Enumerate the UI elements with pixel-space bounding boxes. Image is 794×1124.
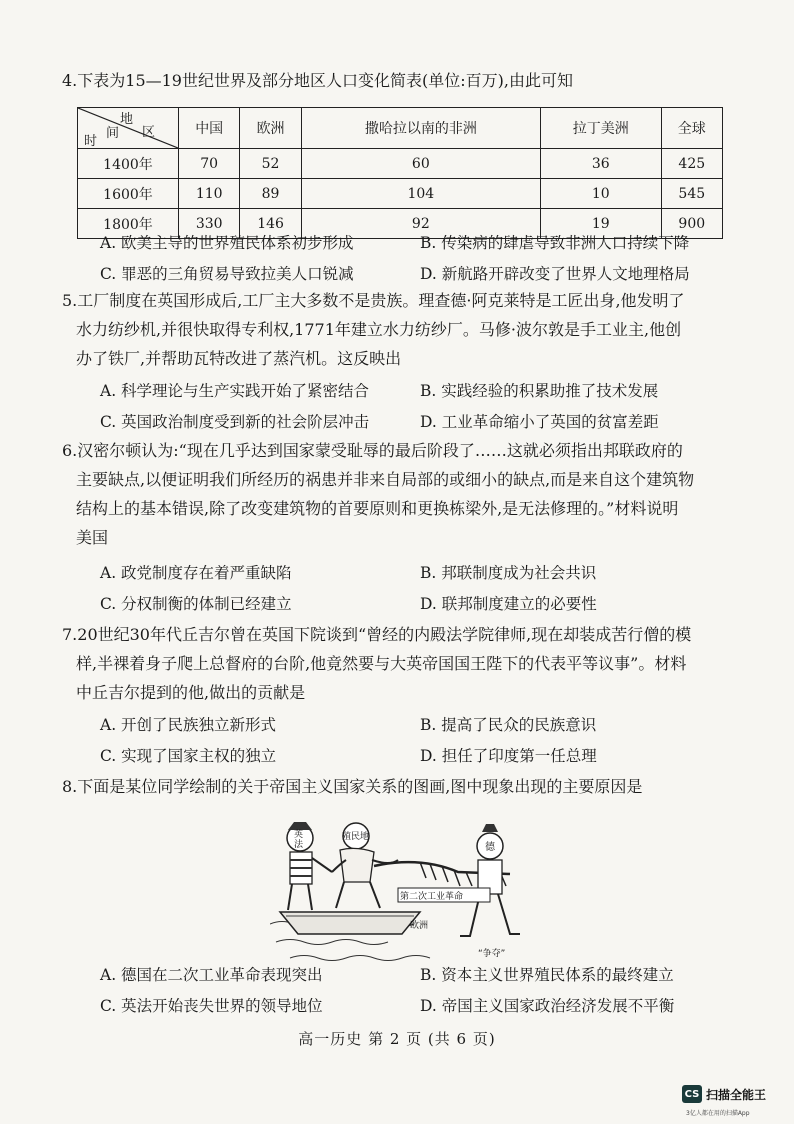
corner-label-top: 地 — [120, 112, 134, 127]
table-year-cell: 1400年 — [78, 149, 179, 179]
table-header-cell: 全球 — [661, 108, 722, 149]
population-table — [77, 107, 723, 239]
table-cell: 900 — [661, 209, 722, 239]
cartoon-label-yingfa-2: 法 — [294, 840, 304, 850]
table-cell: 330 — [179, 209, 240, 239]
question-6-line: 6.汉密尔顿认为:“现在几乎达到国家蒙受耻辱的最后阶段了……这就必须指出邦联政府的 — [62, 441, 683, 460]
table-row — [78, 149, 723, 179]
cartoon-label-europe: 欧洲 — [410, 921, 429, 931]
option-a[interactable]: A. 开创了民族独立新形式 — [100, 715, 277, 734]
question-8-stem: 8.下面是某位同学绘制的关于帝国主义国家关系的图画,图中现象出现的主要原因是 — [62, 777, 643, 796]
table-cell: 89 — [240, 179, 301, 209]
table-cell: 110 — [179, 179, 240, 209]
option-c[interactable]: C. 实现了国家主权的独立 — [100, 746, 277, 765]
option-c[interactable]: C. 英法开始丧失世界的领导地位 — [100, 996, 323, 1015]
scanner-app-name: 扫描全能王 — [706, 1087, 767, 1102]
question-4-stem: 4.下表为15—19世纪世界及部分地区人口变化简表(单位:百万),由此可知 — [62, 71, 573, 90]
option-d[interactable]: D. 担任了印度第一任总理 — [420, 746, 597, 765]
question-7-line: 样,半裸着身子爬上总督府的台阶,他竟然要与大英帝国国王陛下的代表平等议事”。材料 — [76, 654, 687, 673]
page-footer: 高一历史 第 2 页 (共 6 页) — [298, 1030, 496, 1048]
option-a[interactable]: A. 欧美主导的世界殖民体系初步形成 — [100, 233, 354, 252]
table-header-cell: 欧洲 — [240, 108, 301, 149]
cartoon-caption: “争夺” — [478, 949, 506, 959]
option-b[interactable]: B. 邦联制度成为社会共识 — [420, 563, 597, 582]
cartoon-label-revolution: 第二次工业革命 — [400, 891, 464, 901]
cartoon-label-colony: 殖民地 — [342, 832, 370, 842]
option-a[interactable]: A. 政党制度存在着严重缺陷 — [100, 563, 292, 582]
table-cell: 10 — [540, 179, 661, 209]
option-a[interactable]: A. 科学理论与生产实践开始了紧密结合 — [100, 381, 370, 400]
option-d[interactable]: D. 工业革命缩小了英国的贫富差距 — [420, 412, 659, 431]
option-b[interactable]: B. 实践经验的积累助推了技术发展 — [420, 381, 659, 400]
option-a[interactable]: A. 德国在二次工业革命表现突出 — [100, 965, 323, 984]
corner-label-mid: 区 — [142, 125, 156, 140]
cartoon-label-yingfa-1: 英 — [294, 830, 304, 840]
corner-label-left1: 时 — [84, 134, 98, 148]
question-6-line: 结构上的基本错误,除了改变建筑物的首要原则和更换栋梁外,是无法修理的。”材料说明 — [76, 499, 679, 518]
question-6-options — [100, 556, 740, 618]
table-cell: 36 — [540, 149, 661, 179]
question-7-line: 7.20世纪30年代丘吉尔曾在英国下院谈到“曾经的内殿法学院律师,现在却装成苦行僧的模 — [62, 625, 692, 644]
table-header-row — [78, 108, 723, 149]
table-cell: 146 — [240, 209, 301, 239]
option-b[interactable]: B. 资本主义世界殖民体系的最终建立 — [420, 965, 674, 984]
table-year-cell: 1600年 — [78, 179, 179, 209]
table-year-cell: 1800年 — [78, 209, 179, 239]
option-c[interactable]: C. 英国政治制度受到新的社会阶层冲击 — [100, 412, 370, 431]
option-c[interactable]: C. 分权制衡的体制已经建立 — [100, 594, 292, 613]
table-cell: 60 — [301, 149, 540, 179]
table-cell: 19 — [540, 209, 661, 239]
question-7-options — [100, 708, 740, 770]
question-5-line: 水力纺纱机,并很快取得专利权,1771年建立水力纺纱厂。马修·波尔敦是手工业主,他创 — [76, 320, 682, 339]
table-cell: 425 — [661, 149, 722, 179]
cartoon-figure — [270, 816, 532, 966]
question-7 — [62, 620, 742, 707]
table-header-cell: 撒哈拉以南的非洲 — [301, 108, 540, 149]
table-corner-cell — [78, 108, 179, 149]
scanner-badge — [682, 1085, 766, 1103]
question-7-line: 中丘吉尔提到的他,做出的贡献是 — [76, 683, 306, 702]
table-header-cell: 拉丁美洲 — [540, 108, 661, 149]
corner-label-left2: 间 — [106, 126, 120, 141]
option-b[interactable]: B. 提高了民众的民族意识 — [420, 715, 597, 734]
question-5-line: 办了铁厂,并帮助瓦特改进了蒸汽机。这反映出 — [76, 349, 402, 368]
option-c[interactable]: C. 罪恶的三角贸易导致拉美人口锐减 — [100, 264, 354, 283]
table-cell: 70 — [179, 149, 240, 179]
cartoon-illustration — [270, 816, 532, 966]
cartoon-label-de: 德 — [485, 842, 495, 853]
question-5-options — [100, 374, 740, 436]
question-5-line: 5.工厂制度在英国形成后,工厂主大多数不是贵族。理查德·阿克莱特是工匠出身,他发明了 — [62, 291, 685, 310]
question-6-line: 主要缺点,以便证明我们所经历的祸患并非来自局部的或细小的缺点,而是来自这个建筑物 — [76, 470, 695, 489]
question-8-options — [100, 958, 740, 1020]
question-6 — [62, 436, 742, 552]
option-d[interactable]: D. 新航路开辟改变了世界人文地理格局 — [420, 264, 690, 283]
option-d[interactable]: D. 帝国主义国家政治经济发展不平衡 — [420, 996, 675, 1015]
scanner-app-tagline: 3亿人都在用的扫描App — [686, 1110, 750, 1117]
option-b[interactable]: B. 传染病的肆虐导致非洲人口持续下降 — [420, 233, 690, 252]
question-6-line: 美国 — [76, 528, 109, 547]
question-4 — [62, 66, 742, 95]
table-cell: 92 — [301, 209, 540, 239]
question-8 — [62, 772, 742, 801]
table-cell: 104 — [301, 179, 540, 209]
camscanner-logo-icon: CS — [682, 1085, 702, 1103]
question-5 — [62, 286, 742, 373]
table-row — [78, 179, 723, 209]
table-cell: 545 — [661, 179, 722, 209]
question-4-options — [100, 226, 740, 288]
option-d[interactable]: D. 联邦制度建立的必要性 — [420, 594, 597, 613]
table-header-cell: 中国 — [179, 108, 240, 149]
table-cell: 52 — [240, 149, 301, 179]
